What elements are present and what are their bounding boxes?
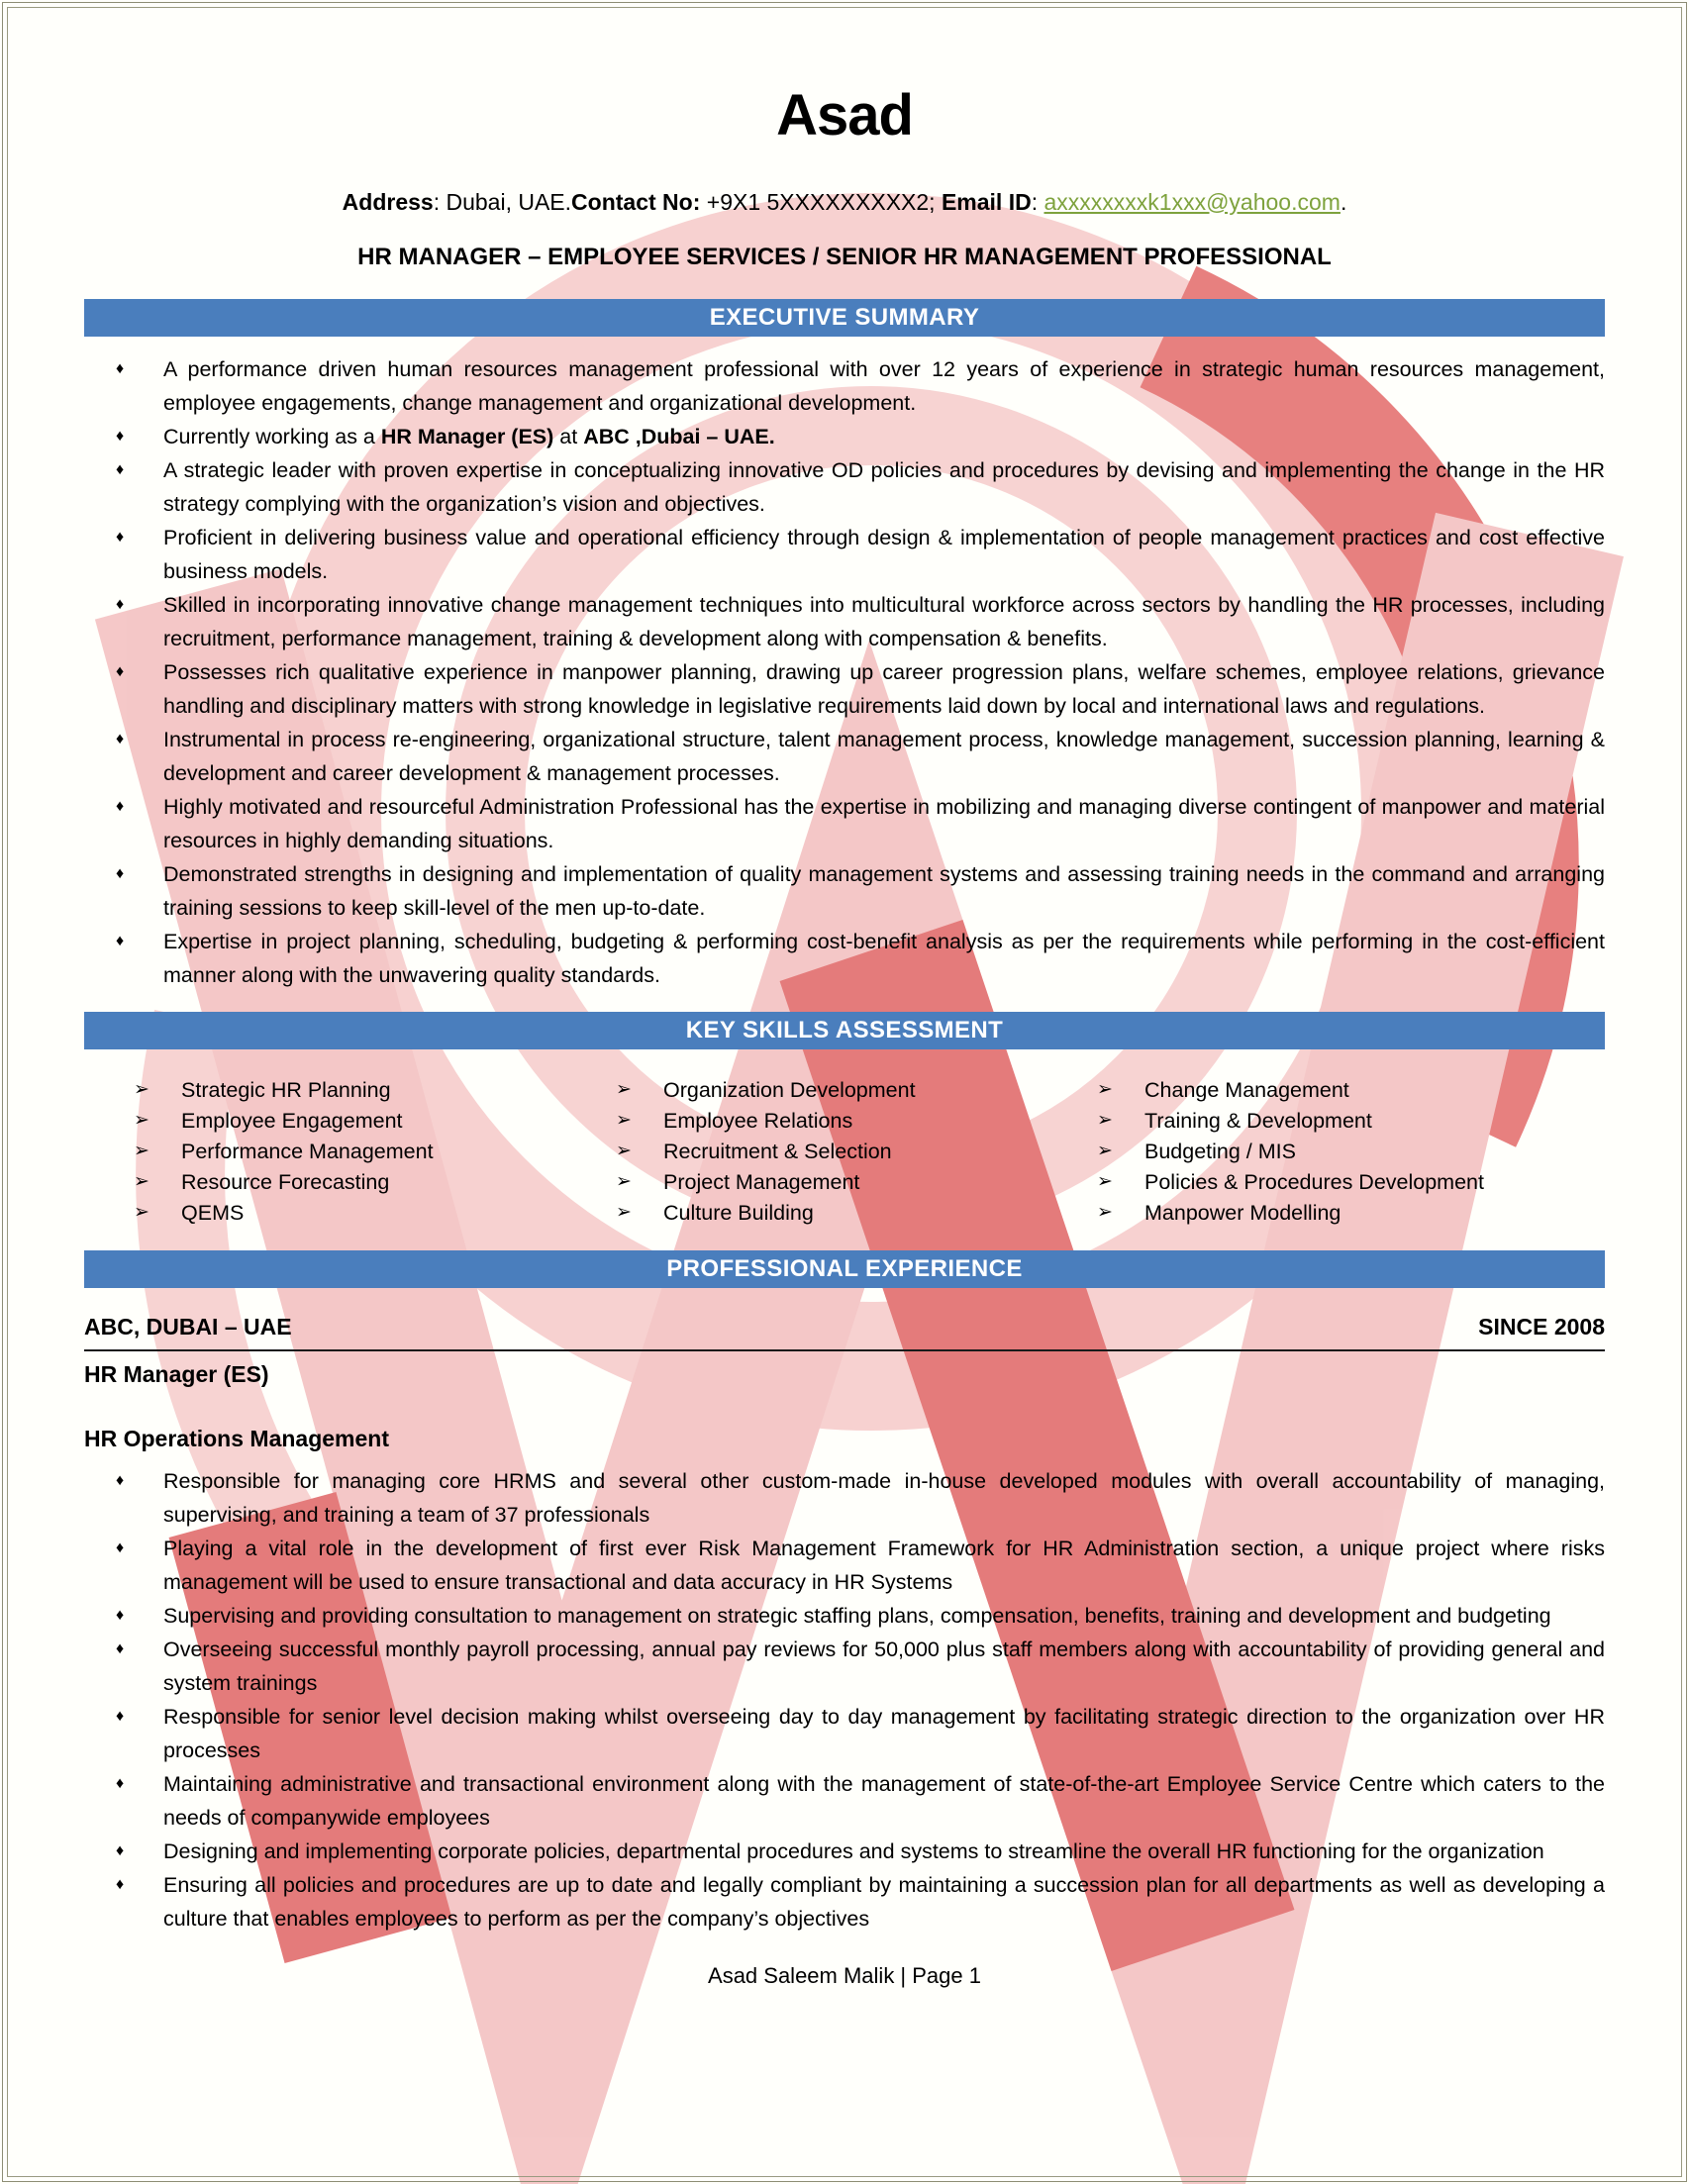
skill-item <box>134 1137 616 1166</box>
arrow-bullet-icon: ➢ <box>1097 1079 1113 1101</box>
job-headline: HR MANAGER – EMPLOYEE SERVICES / SENIOR HR MANAGEMENT PROFESSIONAL <box>357 244 1332 271</box>
experience-bullet <box>84 1767 1605 1835</box>
diamond-bullet-icon: ♦ <box>116 529 125 546</box>
experience-bullet <box>84 1532 1605 1599</box>
diamond-bullet-icon: ♦ <box>116 1708 125 1726</box>
experience-bullet-text: Maintaining administrative and transactional environment along with the management of state-of-the-art Employee Service Centre which caters to the needs of companywide employees <box>163 1772 1605 1831</box>
skills-column-3 <box>1097 1075 1605 1229</box>
skill-item <box>134 1106 616 1136</box>
summary-bullet-text: Skilled in incorporating innovative change management techniques into multicultural workforce across sectors by handling the HR processes, including recruitment, performance management, training & development along with compensation & benefits. <box>163 593 1605 651</box>
key-skills-grid <box>84 1075 1605 1229</box>
summary-bullet <box>84 925 1605 992</box>
arrow-bullet-icon: ➢ <box>1097 1171 1113 1193</box>
experience-list <box>84 1464 1605 1936</box>
experience-bullet-text: Supervising and providing consultation to management on strategic staffing plans, compensation, benefits, training and development and budgeting <box>163 1604 1551 1629</box>
experience-bullet <box>84 1464 1605 1532</box>
skill-label: Employee Relations <box>663 1109 853 1134</box>
arrow-bullet-icon: ➢ <box>1097 1141 1113 1162</box>
skills-column-2 <box>616 1075 1097 1229</box>
diamond-bullet-icon: ♦ <box>116 1640 125 1658</box>
diamond-bullet-icon: ♦ <box>116 1539 125 1557</box>
summary-bullet <box>84 655 1605 723</box>
diamond-bullet-icon: ♦ <box>116 1876 125 1894</box>
diamond-bullet-icon: ♦ <box>116 1775 125 1793</box>
summary-bullet-text: Instrumental in process re-engineering, organizational structure, talent management process, knowledge management, succession planning, learning & development and career development & management processes. <box>163 728 1605 786</box>
contact-period: . <box>1340 188 1347 215</box>
arrow-bullet-icon: ➢ <box>1097 1202 1113 1224</box>
experience-bullet-text: Ensuring all policies and procedures are up to date and legally compliant by maintaining a succession plan for all departments as well as developing a culture that enables employees to perform as per the company’s objectives <box>163 1873 1605 1932</box>
diamond-bullet-icon: ♦ <box>116 360 125 378</box>
skill-item <box>134 1167 616 1197</box>
email-link[interactable]: axxxxxxxxk1xxx@yahoo.com <box>1043 188 1341 215</box>
summary-bullet-text: A performance driven human resources management professional with over 12 years of experience in strategic human resources management, employee engagements, change management and organizational development. <box>163 357 1605 416</box>
contact-line <box>84 188 1605 217</box>
arrow-bullet-icon: ➢ <box>616 1202 632 1224</box>
phone-label: Contact No: <box>571 188 701 215</box>
skill-item <box>1097 1167 1605 1197</box>
experience-company-row <box>84 1314 1605 1351</box>
diamond-bullet-icon: ♦ <box>116 798 125 816</box>
skill-item <box>1097 1075 1605 1105</box>
arrow-bullet-icon: ➢ <box>134 1202 149 1224</box>
summary-bullet-text: Demonstrated strengths in designing and implementation of quality management systems and assessing training needs in the command and arranging training sessions to keep skill-level of the men up-to-date. <box>163 862 1605 921</box>
diamond-bullet-icon: ♦ <box>116 1472 125 1490</box>
arrow-bullet-icon: ➢ <box>616 1110 632 1132</box>
arrow-bullet-icon: ➢ <box>134 1141 149 1162</box>
skill-label: Strategic HR Planning <box>181 1078 391 1103</box>
summary-bullet-text: Highly motivated and resourceful Administration Professional has the expertise in mobilizing and managing diverse contingent of manpower and material resources in highly demanding situations. <box>163 795 1605 853</box>
summary-bullet <box>84 521 1605 588</box>
skill-label: Policies & Procedures Development <box>1144 1170 1484 1195</box>
experience-bullet <box>84 1868 1605 1936</box>
summary-bullet <box>84 420 1605 453</box>
section-header-key-skills: KEY SKILLS ASSESSMENT <box>84 1012 1605 1049</box>
skill-label: Budgeting / MIS <box>1144 1140 1296 1164</box>
skill-label: QEMS <box>181 1201 245 1226</box>
address-label: Address <box>342 188 434 215</box>
experience-subheading: HR Operations Management <box>84 1426 389 1452</box>
summary-bullet-text: Currently working as a HR Manager (ES) at ABC ,Dubai – UAE. <box>163 425 775 449</box>
skill-item <box>616 1198 1097 1228</box>
section-header-executive-summary: EXECUTIVE SUMMARY <box>84 299 1605 337</box>
summary-bullet-text: Expertise in project planning, scheduling, budgeting & performing cost-benefit analysis as per the requirements while performing in the cost-efficient manner along with the unwavering quality standards. <box>163 930 1605 988</box>
arrow-bullet-icon: ➢ <box>616 1171 632 1193</box>
experience-bullet-text: Overseeing successful monthly payroll processing, annual pay reviews for 50,000 plus staff members along with accountability of providing general and system trainings <box>163 1638 1605 1696</box>
diamond-bullet-icon: ♦ <box>116 1607 125 1625</box>
experience-bullet <box>84 1599 1605 1633</box>
summary-bullet-text: A strategic leader with proven expertise in conceptualizing innovative OD policies and procedures by devising and implementing the change in the HR strategy complying with the organization’s vision and objectives. <box>163 458 1605 517</box>
experience-bullet-text: Responsible for senior level decision making whilst overseeing day to day management by facilitating strategic direction to the organization over HR processes <box>163 1705 1605 1763</box>
skill-label: Employee Engagement <box>181 1109 403 1134</box>
skill-item <box>616 1167 1097 1197</box>
summary-bullet <box>84 723 1605 790</box>
summary-bullet <box>84 453 1605 521</box>
address-value: : Dubai, UAE. <box>433 188 572 215</box>
skill-item <box>616 1106 1097 1136</box>
diamond-bullet-icon: ♦ <box>116 596 125 614</box>
skill-label: Training & Development <box>1144 1109 1372 1134</box>
company-name: ABC, DUBAI – UAE <box>84 1314 292 1340</box>
skill-item <box>616 1137 1097 1166</box>
skill-label: Project Management <box>663 1170 860 1195</box>
skill-item <box>1097 1198 1605 1228</box>
skill-label: Manpower Modelling <box>1144 1201 1341 1226</box>
section-header-professional-experience: PROFESSIONAL EXPERIENCE <box>84 1250 1605 1288</box>
summary-bullet-text: Proficient in delivering business value and operational efficiency through design & implementation of people management practices and cost effective business models. <box>163 526 1605 584</box>
skill-item <box>134 1075 616 1105</box>
diamond-bullet-icon: ♦ <box>116 731 125 748</box>
diamond-bullet-icon: ♦ <box>116 865 125 883</box>
skill-item <box>1097 1106 1605 1136</box>
executive-summary-list <box>84 352 1605 992</box>
skill-item <box>1097 1137 1605 1166</box>
experience-bullet <box>84 1835 1605 1868</box>
candidate-name: Asad <box>776 83 913 148</box>
experience-bullet-text: Designing and implementing corporate policies, departmental procedures and systems to streamline the overall HR functioning for the organization <box>163 1839 1544 1864</box>
skill-item <box>616 1075 1097 1105</box>
arrow-bullet-icon: ➢ <box>616 1141 632 1162</box>
skill-item <box>134 1198 616 1228</box>
summary-bullet <box>84 790 1605 857</box>
email-separator: : <box>1031 188 1044 215</box>
skill-label: Change Management <box>1144 1078 1349 1103</box>
experience-bullet-text: Responsible for managing core HRMS and several other custom-made in-house developed modules with overall accountability of managing, supervising, and training a team of 37 professionals <box>163 1469 1605 1528</box>
diamond-bullet-icon: ♦ <box>116 1842 125 1860</box>
arrow-bullet-icon: ➢ <box>134 1110 149 1132</box>
job-role: HR Manager (ES) <box>84 1361 269 1388</box>
arrow-bullet-icon: ➢ <box>134 1079 149 1101</box>
diamond-bullet-icon: ♦ <box>116 933 125 950</box>
experience-bullet <box>84 1633 1605 1700</box>
summary-bullet <box>84 588 1605 655</box>
skill-label: Performance Management <box>181 1140 434 1164</box>
diamond-bullet-icon: ♦ <box>116 461 125 479</box>
skill-label: Recruitment & Selection <box>663 1140 892 1164</box>
diamond-bullet-icon: ♦ <box>116 428 125 446</box>
skill-label: Resource Forecasting <box>181 1170 390 1195</box>
summary-bullet <box>84 857 1605 925</box>
arrow-bullet-icon: ➢ <box>134 1171 149 1193</box>
email-label: Email ID <box>941 188 1032 215</box>
skill-label: Organization Development <box>663 1078 916 1103</box>
page-footer: Asad Saleem Malik | Page 1 <box>708 1963 981 1989</box>
phone-value: +9X1 5XXXXXXXXX2; <box>700 188 942 215</box>
experience-bullet-text: Playing a vital role in the development of first ever Risk Management Framework for HR Administration section, a unique project where risks management will be used to ensure transactional and data accuracy in HR Systems <box>163 1537 1605 1595</box>
summary-bullet-text: Possesses rich qualitative experience in manpower planning, drawing up career progression plans, welfare schemes, employee relations, grievance handling and disciplinary matters with strong knowledge in legislative requirements laid down by local and international laws and regulations. <box>163 660 1605 719</box>
summary-bullet <box>84 352 1605 420</box>
arrow-bullet-icon: ➢ <box>1097 1110 1113 1132</box>
skill-label: Culture Building <box>663 1201 814 1226</box>
arrow-bullet-icon: ➢ <box>616 1079 632 1101</box>
skills-column-1 <box>134 1075 616 1229</box>
experience-bullet <box>84 1700 1605 1767</box>
resume-content <box>0 81 1689 1989</box>
diamond-bullet-icon: ♦ <box>116 663 125 681</box>
employment-period: SINCE 2008 <box>1478 1314 1605 1340</box>
